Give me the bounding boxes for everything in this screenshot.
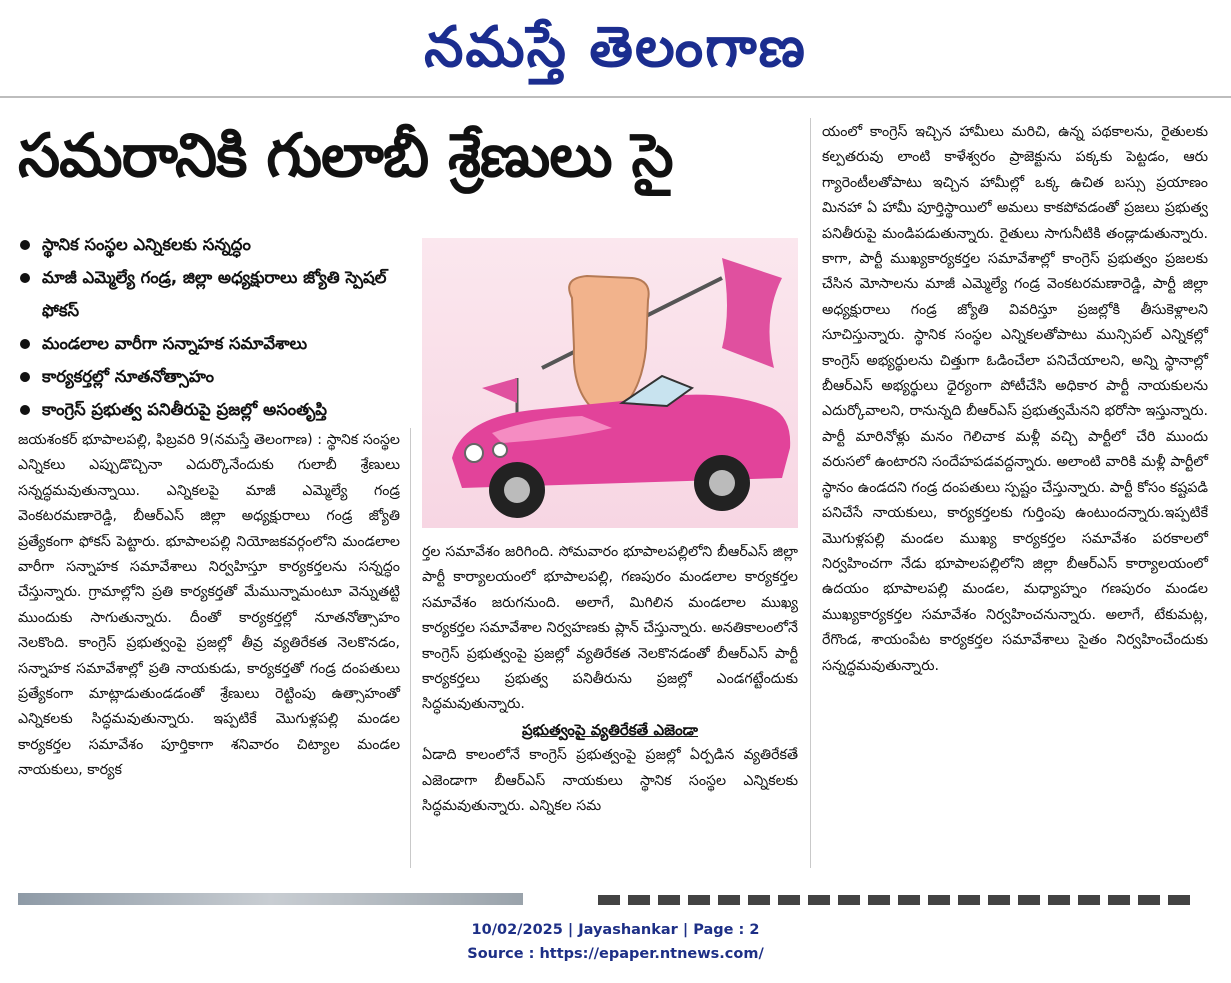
small-flag-icon [482,378,517,403]
column-divider [810,118,811,868]
article-column-middle-text-b: ఏడాది కాలంలోనే కాంగ్రెస్ ప్రభుత్వంపై ప్రజల్లో ఏర్పడిన వ్యతిరేకతే ఎజెండాగా బీఆర్ఎస్ నాయకులు స్థానిక సంస్థల ఎన్నికలకు సిద్ధమవుతున్నారు. ఎన్నికల సమ [422,747,798,815]
bullet-item: మాజీ ఎమ్మెల్యే గండ్ర, జిల్లా అధ్యక్షురాలు జ్యోతి స్పెషల్ ఫోకస్ [18,261,418,327]
next-article-photo [18,893,523,905]
footer-date-edition-page: 10/02/2025 | Jayashankar | Page : 2 [471,922,760,938]
bullet-item: కాంగ్రెస్ ప్రభుత్వ పనితీరుపై ప్రజల్లో అసంతృప్తి [18,393,418,426]
epaper-footer [0,918,1231,966]
article-subheading: ప్రభుత్వంపై వ్యతిరేకతే ఎజెండా [522,720,698,739]
masthead-divider [0,96,1231,98]
bullet-item: స్థానిక సంస్థల ఎన్నికలకు సన్నద్ధం [18,228,418,261]
newspaper-masthead: నమస్తే తెలంగాణ [424,15,807,80]
article-column-middle-text-a: ర్తల సమావేశం జరిగింది. సోమవారం భూపాలపల్లిలోని బీఆర్ఎస్ జిల్లా పార్టీ కార్యాలయంలో భూపాలపల్లి, గణపురం మండలాల కార్యకర్తల సమావేశం జరుగనుంది. అలాగే, మిగిలిన మండలాల ముఖ్య కార్యకర్తల సమావేశాల నిర్వహణకు ప్లాన్ చేస్తున్నారు. అనతికాలంలోనే కాంగ్రెస్ ప్రభుత్వంపై ప్రజల్లో వ్యతిరేకత నెలకొనడంతో బీఆర్ఎస్ పార్టీ కార్యకర్తలు ప్రభుత్వ పనితీరును ప్రజల్లో ఎండగట్టేందుకు సిద్ధమవుతున్నారు. [422,544,798,713]
bullet-item: కార్యకర్తల్లో నూతనోత్సాహం [18,360,418,393]
article-column-right: యంలో కాంగ్రెస్ ఇచ్చిన హామీలు మరిచి, ఉన్న పథకాలను, రైతులకు కల్పతరువు లాంటి కాళేశ్వరం ప్రాజెక్టును పక్కకు పెట్టడం, ఆరు గ్యారెంటీలతోపాటు ఇచ్చిన హామీల్లో ఒక్క ఉచిత బస్సు ప్రయాణం మినహా ఏ హామీ పూర్తిస్థాయిలో అమలు కాకపోవడంతో ప్రజలు ప్రభుత్వ పనితీరుపై మండిపడుతున్నారు. రైతులు సాగునీటికి తండ్లాడుతున్నారు. కాగా, పార్టీ ముఖ్యకార్యకర్తల సమావేశాల్లో కాంగ్రెస్ ప్రభుత్వం ప్రజలకు చేసిన మోసాలను మాజీ ఎమ్మెల్యే గండ్ర వెంకటరమణారెడ్డి, పార్టీ జిల్లా అధ్యక్షురాలు గండ్ర జ్యోతి వివరిస్తూ ప్రజల్లోకి తీసుకెళ్లాలని సూచిస్తున్నారు. స్థానిక సంస్థల ఎన్నికలతోపాటు మున్సిపల్ ఎన్నికల్లో కాంగ్రెస్ అభ్యర్థులను చిత్తుగా ఓడించేలా పనిచేయాలని, అన్ని స్థానాల్లో బీఆర్ఎస్ అభ్యర్థులు ధైర్యంగా పోటీచేసి అధికార పార్టీ నాయకులను ఎదుర్కోవాలని, రానున్నది బీఆర్ఎస్ ప్రభుత్వమేనని భరోసా ఇస్తున్నారు. పార్టీ మారినోళ్లు మనం గెలిచాక మళ్లీ వచ్చి పార్టీలో చేరి ముందు వరుసలో ఉంటారని సందేహపడవద్దన్నారు. అలాంటి వారికి మళ్లీ పార్టీలో స్థానం ఉండదని గండ్ర దంపతులు స్పష్టం చేస్తున్నారు. పార్టీ కోసం కష్టపడి పనిచేసే నాయకులు, కార్యకర్తలకు గుర్తింపు ఉంటుందన్నారు.ఇప్పటికే మొగుళ్లపల్లి మండల ముఖ్య కార్యకర్తల సమావేశం పరకాలలో నిర్వహించగా నేడు భూపాలపల్లిలోని జిల్లా బీఆర్ఎస్ కార్యాలయంలో ఉదయం భూపాలపల్లి మండల, మధ్యాహ్నం గణపురం మండల ముఖ్యకార్యకర్తల సమావేశం నిర్వహించనున్నారు. అలాగే, టేకుమట్ల, రేగొండ, శాయంపేట కార్యకర్తల సమావేశాలు సైతం నిర్వహించేందుకు సన్నద్ధమవుతున్నారు. [822,124,1208,674]
car-headlight [465,444,483,462]
footer-source: Source : https://epaper.ntnews.com/ [467,946,764,962]
next-article-strip [18,893,1218,905]
article-headline: సమరానికి గులాబీ శ్రేణులు సై [18,121,673,191]
highlight-bullets [18,228,418,426]
bullet-item: మండలాల వారీగా సన్నాహక సమావేశాలు [18,327,418,360]
next-article-headline-fragment [598,895,1198,905]
raised-fist-icon [569,276,649,408]
article-column-left: జయశంకర్ భూపాలపల్లి, ఫిబ్రవరి 9(నమస్తే తెలంగాణ) : స్థానిక సంస్థల ఎన్నికలు ఎప్పుడొచ్చినా ఎదుర్కొనేందుకు గులాబీ శ్రేణులు సన్నద్ధమవుతున్నాయి. ఎన్నికలపై మాజీ ఎమ్మెల్యే గండ్ర వెంకటరమణారెడ్డి, బీఆర్ఎస్ జిల్లా అధ్యక్షురాలు గండ్ర జ్యోతి ప్రత్యేకంగా ఫోకస్ పెట్టారు. భూపాలపల్లి నియోజకవర్గంలోని మండలాల వారీగా సన్నాహక సమావేశాలు నిర్వహిస్తూ కార్యకర్తలను సన్నద్ధం చేస్తున్నారు. గ్రామాల్లోని ప్రతి కార్యకర్తతో మేమున్నామంటూ వెన్నుతట్టి ముందుకు సాగుతున్నారు. దీంతో కార్యకర్తల్లో నూతనోత్సాహం నెలకొంది. కాంగ్రెస్ ప్రభుత్వంపై ప్రజల్లో తీవ్ర వ్యతిరేకత నెలకొనడం, సన్నాహక సమావేశాల్లో ప్రతి నాయకుడు, కార్యకర్తతో గండ్ర దంపతులు ప్రత్యేకంగా మాట్లాడుతుండడంతో శ్రేణులు రెట్టింపు ఉత్సాహంతో ఎన్నికలకు సిద్ధమవుతున్నారు. ఇప్పటికే మొగుళ్లపల్లి మండల కార్యకర్తల సమావేశం పూర్తికాగా శనివారం చిట్యాల మండల నాయకులు, కార్యక [18,432,400,779]
illustration-svg [422,238,798,528]
article-column-middle [422,540,798,819]
big-flag-icon [722,258,782,368]
column-divider [410,428,411,868]
pink-car-flag-illustration [422,238,798,528]
